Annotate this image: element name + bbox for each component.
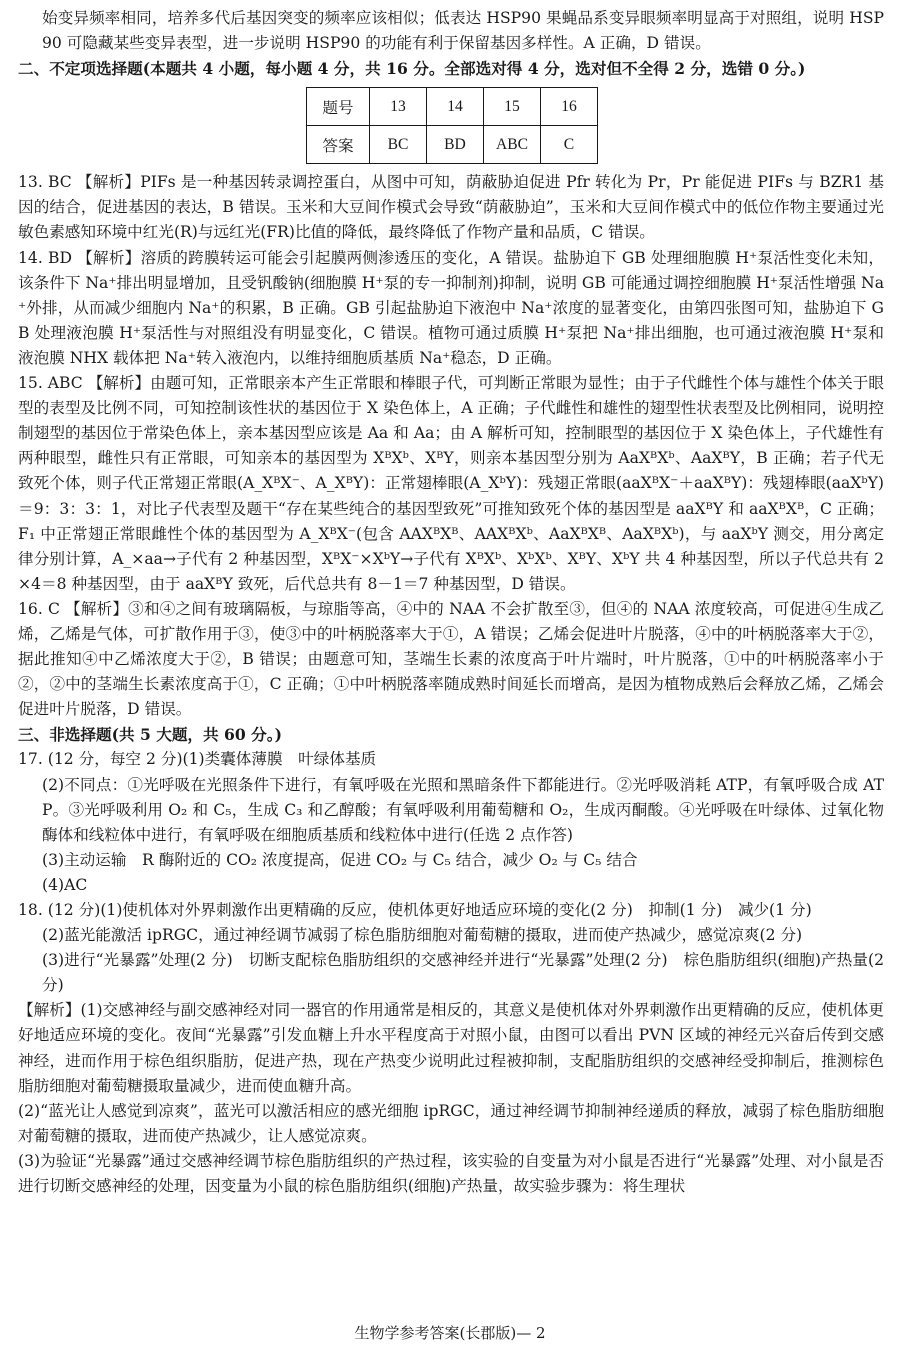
question-18-part-3: (3)进行“光暴露”处理(2 分) 切断支配棕色脂肪组织的交感神经并进行“光暴露”处理(2 分) 棕色脂肪组织(细胞)产热量(2 分): [42, 951, 884, 995]
question-18-analysis-3: (3)为验证“光暴露”通过交感神经调节棕色脂肪组织的产热过程，该实验的自变量为对小鼠是否进行“光暴露”处理、对小鼠是否进行切断交感神经的处理，因变量为小鼠的棕色脂肪组织(细胞)产热量，故实验步骤为：将生理状: [18, 1151, 884, 1196]
question-13-explanation: 13. BC 【解析】PIFs 是一种基因转录调控蛋白，从图中可知，荫蔽胁迫促进 Pfr 转化为 Pr，Pr 能促进 PIFs 与 BZR1 基因的结合，促进基因的表达，B 错误。玉米和大豆间作模式会导致“荫蔽胁迫”，玉米和大豆间作模式中的低位作物主要通过光敏色素感知环境中红光(R)与远红光(FR)比值的降低，最终降低了作物产量和品质，C 错误。: [18, 173, 884, 242]
page-footer: 生物学参考答案(长郡版)— 2: [354, 1324, 546, 1342]
section-2-title: 二、不定项选择题(本题共 4 小题，每小题 4 分，共 16 分。全部选对得 4 分，选对但不全得 2 分，选错 0 分。): [18, 59, 806, 79]
question-18-part-1: 18. (12 分)(1)使机体对外界刺激作出更精确的反应，使机体更好地适应环境的变化(2 分) 抑制(1 分) 减少(1 分): [18, 901, 812, 919]
question-14-explanation: 14. BD 【解析】溶质的跨膜转运可能会引起膜两侧渗透压的变化，A 错误。盐胁迫下 GB 处理细胞膜 H⁺泵活性变化未知，该条件下 Na⁺排出明显增加，且受钒酸钠(细胞膜 H⁺泵的专一抑制剂)抑制，说明 GB 可能通过调控细胞膜 H⁺泵活性增强 Na⁺外排，从而减少细胞内 Na⁺的积累，B 正确。GB 引起盐胁迫下液泡中 Na⁺浓度的显著变化，由第四张图可知，盐胁迫下 GB 处理液泡膜 H⁺泵活性与对照组没有明显变化，C 错误。植物可通过质膜 H⁺泵把 Na⁺排出细胞，也可通过液泡膜 H⁺泵和液泡膜 NHX 载体把 Na⁺转入液泡内，以维持细胞质基质 Na⁺稳态，D 正确。: [18, 248, 884, 367]
question-number: 15: [484, 88, 541, 126]
answer-cell: ABC: [484, 126, 541, 164]
question-15-explanation: 15. ABC 【解析】由题可知，正常眼亲本产生正常眼和棒眼子代，可判断正常眼为显性；由于子代雌性个体与雄性个体关于眼型的表型及比例不同，可知控制该性状的基因位于 X 染色体上，A 正确；子代雌性和雄性的翅型性状表型及比例相同，说明控制翅型的基因位于常染色体上，亲本基因型应该是 Aa 和 Aa；由 A 解析可知，控制眼型的基因位于 X 染色体上，子代雄性有两种眼型，雌性只有正常眼，可知亲本的基因型为 XᴮXᵇ、XᴮY，则亲本基因型分别为 AaXᴮXᵇ、AaXᴮY，B 正确；若子代无致死个体，则子代正常翅正常眼(A_XᴮX⁻、A_XᴮY)：正常翅棒眼(A_XᵇY)：残翅正常眼(aaXᴮX⁻＋aaXᴮY)：残翅棒眼(aaXᵇY)＝9：3：3：1，对比子代表型及题干“存在某些纯合的基因型致死”可推知致死个体的基因型是 aaXᴮY 和 aaXᴮXᴮ，C 正确；F₁ 中正常翅正常眼雌性个体的基因型为 A_XᴮX⁻(包含 AAXᴮXᴮ、AAXᴮXᵇ、AaXᴮXᴮ、AaXᴮXᵇ)，与 aaXᵇY 测交，用分离定律分别计算，A_×aa→子代有 2 种基因型，XᴮX⁻×XᵇY→子代有 XᴮXᵇ、XᵇXᵇ、XᴮY、XᵇY 共 4 种基因型，所以子代总共有 2×4＝8 种基因型，由于 aaXᴮY 致死，后代总共有 8－1＝7 种基因型，D 错误。: [18, 374, 884, 593]
question-number: 14: [427, 88, 484, 126]
answer-page: [18, 6, 884, 1199]
question-17-part-3: (3)主动运输 R 酶附近的 CO₂ 浓度提高，促进 CO₂ 与 C₅ 结合，减少 O₂ 与 C₅ 结合: [42, 850, 638, 869]
continued-paragraph: 始变异频率相同，培养多代后基因突变的频率应该相似；低表达 HSP90 果蝇品系变异眼频率明显高于对照组，说明 HSP90 可隐藏某些变异表型，进一步说明 HSP90 的功能有利于保留基因多样性。A 正确，D 错误。: [42, 9, 884, 53]
answer-cell: BD: [427, 126, 484, 164]
answer-label: 答案: [307, 126, 370, 164]
question-18-analysis-2: (2)“蓝光让人感觉到凉爽”，蓝光可以激活相应的感光细胞 ipRGC，通过神经调节抑制神经递质的释放，减弱了棕色脂肪细胞对葡萄糖的摄取，进而使产热减少，让人感觉凉爽。: [18, 1101, 884, 1145]
answer-table-answer-row: [307, 126, 598, 164]
answer-table: [306, 87, 598, 164]
question-17-part-1: 17. (12 分，每空 2 分)(1)类囊体薄膜 叶绿体基质: [18, 750, 377, 769]
answer-cell: BC: [370, 126, 427, 164]
question-18-analysis-1: 【解析】(1)交感神经与副交感神经对同一器官的作用通常是相反的，其意义是使机体对外界刺激作出更精确的反应，使机体更好地适应环境的变化。夜间“光暴露”引发血糖上升水平程度高于对照小鼠，由图可以看出 PVN 区域的神经元兴奋后传到交感神经，进而作用于棕色组织脂肪，促进产热，现在产热变少说明此过程被抑制，支配脂肪组织的交感神经受抑制后，推测棕色脂肪细胞对葡萄糖摄取量减少，进而使血糖升高。: [18, 1001, 884, 1095]
question-18-part-2: (2)蓝光能激活 ipRGC，通过神经调节减弱了棕色脂肪细胞对葡萄糖的摄取，进而使产热减少，感觉凉爽(2 分): [42, 926, 803, 945]
question-number-label: 题号: [307, 88, 370, 126]
section-3-title: 三、非选择题(共 5 大题，共 60 分。): [18, 725, 282, 745]
question-number: 13: [370, 88, 427, 126]
answer-table-question-row: [307, 88, 598, 126]
question-17-part-4: (4)AC: [42, 875, 88, 894]
question-number: 16: [541, 88, 598, 126]
question-17-part-2: (2)不同点：①光呼吸在光照条件下进行，有氧呼吸在光照和黑暗条件下都能进行。②光呼吸消耗 ATP，有氧呼吸合成 ATP。③光呼吸利用 O₂ 和 C₅，生成 C₃ 和乙醇酸；有氧呼吸利用葡萄糖和 O₂，生成丙酮酸。④光呼吸在叶绿体、过氧化物酶体和线粒体中进行，有氧呼吸在细胞质基质和线粒体中进行(任选 2 点作答): [42, 775, 884, 844]
question-16-explanation: 16. C 【解析】③和④之间有玻璃隔板，与琼脂等高，④中的 NAA 不会扩散至③，但④的 NAA 浓度较高，可促进④生成乙烯，乙烯是气体，可扩散作用于③，使③中的叶柄脱落率大于①，A 错误；乙烯会促进叶片脱落，④中的叶柄脱落率大于②，据此推知④中乙烯浓度大于②，B 错误；由题意可知，茎端生长素的浓度高于叶片端时，叶片脱落，①中的叶柄脱落率小于②，②中的茎端生长素浓度高于①，C 正确；①中叶柄脱落率随成熟时间延长而增高，是因为植物成熟后会释放乙烯，乙烯会促进叶片脱落，D 错误。: [18, 599, 884, 719]
answer-cell: C: [541, 126, 598, 164]
